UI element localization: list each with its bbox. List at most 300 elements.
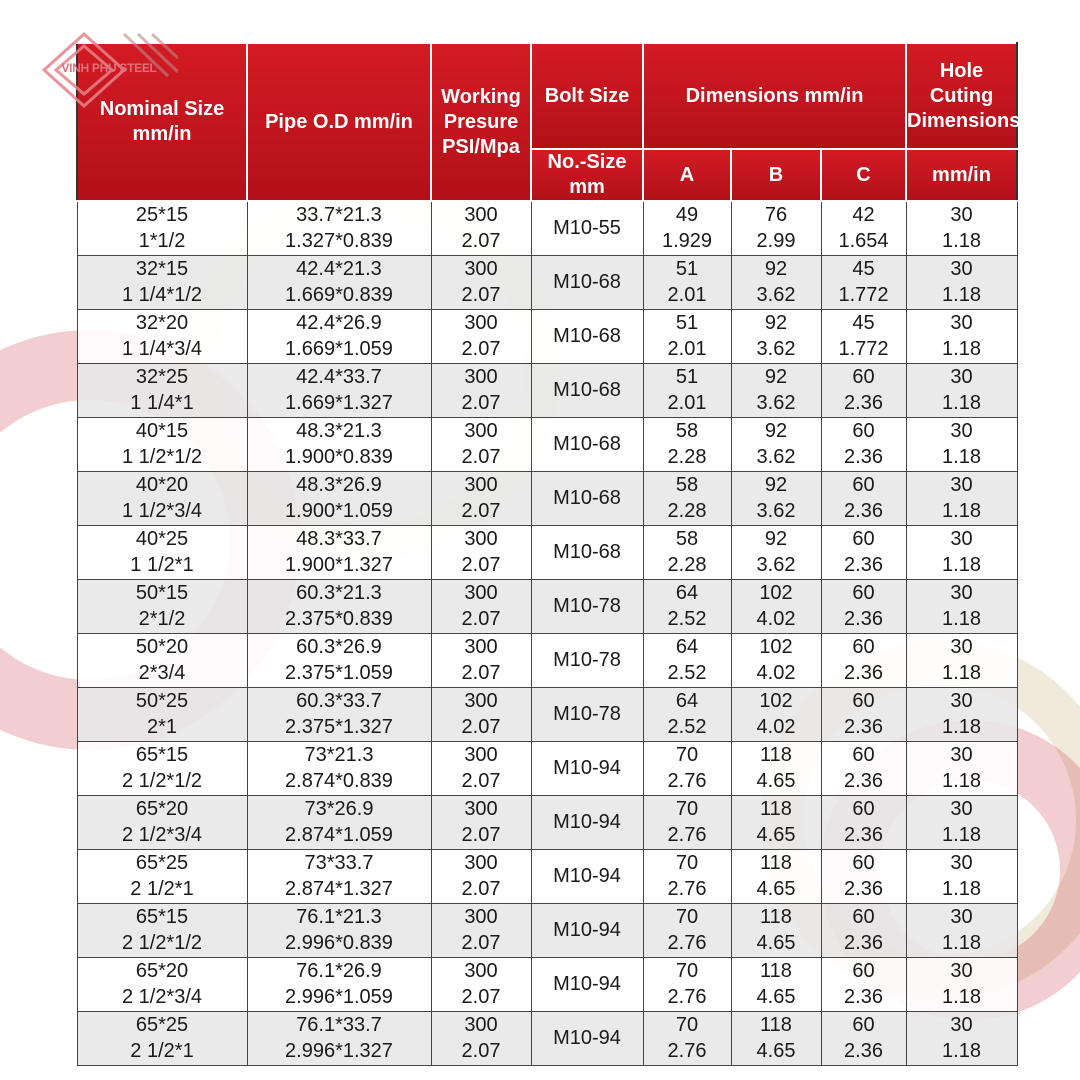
cell-dim-b-value: 76 (764, 204, 788, 227)
cell-bolt: M10-68 (531, 471, 643, 525)
cell-pressure-value: 2.07 (461, 986, 501, 1008)
cell-hole-value: 30 (950, 1014, 973, 1036)
cell-pipe-od-value: 1.669*1.327 (285, 392, 393, 414)
cell-pressure-value: 2.07 (461, 338, 501, 360)
cell-bolt: M10-78 (531, 687, 643, 741)
cell-hole-value: 1.18 (942, 1040, 981, 1062)
cell-hole (906, 903, 1017, 957)
cell-dim-c (821, 849, 906, 903)
header-bolt-sub: No.-Size mm (531, 149, 643, 201)
cell-bolt: M10-68 (531, 417, 643, 471)
cell-pressure (431, 741, 531, 795)
cell-dim-a (643, 471, 731, 525)
cell-pressure (431, 417, 531, 471)
cell-hole (906, 795, 1017, 849)
table-row (77, 903, 1017, 957)
cell-bolt: M10-94 (531, 957, 643, 1011)
cell-dim-a-value: 2.52 (667, 662, 707, 684)
cell-hole (906, 687, 1017, 741)
cell-dim-b (731, 903, 821, 957)
cell-pipe-od-value: 48.3*21.3 (296, 420, 382, 442)
cell-hole (906, 417, 1017, 471)
cell-pressure-value: 300 (464, 1014, 498, 1036)
cell-nominal-value: 40*15 (135, 420, 189, 442)
cell-pipe-od (247, 363, 431, 417)
cell-pressure (431, 201, 531, 255)
cell-nominal (77, 309, 247, 363)
cell-hole-value: 30 (950, 636, 973, 658)
cell-dim-a-value: 64 (675, 636, 699, 658)
cell-dim-b (731, 957, 821, 1011)
cell-dim-b-value: 3.62 (756, 446, 796, 468)
table-body (77, 201, 1017, 1065)
cell-bolt: M10-68 (531, 525, 643, 579)
header-pipe-od: Pipe O.D mm/in (247, 43, 431, 201)
cell-dim-c (821, 579, 906, 633)
cell-dim-b (731, 471, 821, 525)
cell-pressure-value: 2.07 (461, 446, 501, 468)
cell-pressure (431, 903, 531, 957)
cell-dim-a (643, 1011, 731, 1065)
cell-nominal-value: 2 1/2*1 (130, 1040, 194, 1062)
table-row (77, 1011, 1017, 1065)
cell-dim-c-value: 45 (852, 258, 875, 280)
cell-hole-value: 30 (950, 582, 973, 604)
cell-dim-a (643, 255, 731, 309)
cell-pipe-od (247, 525, 431, 579)
cell-nominal-value: 2 1/2*1/2 (121, 770, 203, 792)
cell-dim-c-value: 2.36 (844, 554, 883, 576)
cell-pipe-od-value: 76.1*33.7 (296, 1014, 382, 1036)
cell-dim-b-value: 92 (764, 312, 788, 334)
cell-dim-b (731, 1011, 821, 1065)
cell-dim-c-value: 60 (852, 798, 875, 820)
cell-hole-value: 1.18 (942, 986, 981, 1008)
cell-hole-value: 30 (950, 528, 973, 550)
cell-dim-c (821, 687, 906, 741)
cell-pressure (431, 633, 531, 687)
cell-dim-b (731, 525, 821, 579)
cell-pipe-od-value: 2.996*1.059 (285, 986, 393, 1008)
cell-dim-a-value: 2.76 (667, 878, 707, 900)
cell-bolt: M10-68 (531, 255, 643, 309)
cell-hole-value: 30 (950, 690, 973, 712)
cell-pipe-od-value: 73*33.7 (304, 852, 374, 874)
cell-dim-a (643, 795, 731, 849)
cell-pressure (431, 255, 531, 309)
cell-pipe-od (247, 1011, 431, 1065)
cell-nominal-value: 2*1 (146, 716, 178, 738)
cell-dim-a-value: 58 (675, 528, 699, 550)
cell-pipe-od-value: 2.375*1.059 (285, 662, 393, 684)
cell-dim-b (731, 741, 821, 795)
cell-pressure-value: 300 (464, 420, 498, 442)
cell-pressure (431, 525, 531, 579)
cell-pressure-value: 300 (464, 366, 498, 388)
cell-nominal-value: 65*15 (135, 744, 189, 766)
cell-bolt: M10-78 (531, 579, 643, 633)
cell-pipe-od (247, 849, 431, 903)
cell-dim-b-value: 3.62 (756, 500, 796, 522)
table-row (77, 741, 1017, 795)
cell-dim-a-value: 1.929 (661, 230, 713, 253)
cell-dim-a-value: 2.28 (667, 554, 707, 576)
cell-dim-a-value: 2.28 (667, 446, 707, 468)
cell-dim-b-value: 4.65 (756, 932, 796, 954)
cell-nominal-value: 32*20 (135, 312, 189, 334)
cell-pipe-od-value: 2.874*1.059 (285, 824, 393, 846)
cell-pressure-value: 300 (464, 690, 498, 712)
cell-dim-a-value: 2.76 (667, 1040, 707, 1062)
cell-dim-c-value: 60 (852, 960, 875, 982)
cell-dim-b-value: 4.02 (756, 662, 796, 684)
cell-dim-a (643, 417, 731, 471)
header-dim-a: A (643, 149, 731, 201)
cell-nominal (77, 795, 247, 849)
cell-nominal (77, 903, 247, 957)
cell-dim-a-value: 64 (675, 582, 699, 604)
cell-dim-b (731, 309, 821, 363)
cell-dim-c-value: 2.36 (844, 446, 883, 468)
cell-bolt: M10-94 (531, 741, 643, 795)
cell-hole-value: 30 (950, 258, 973, 280)
cell-dim-a (643, 201, 731, 255)
cell-bolt: M10-94 (531, 903, 643, 957)
cell-nominal-value: 2 1/2*1/2 (121, 932, 203, 954)
cell-nominal (77, 687, 247, 741)
cell-dim-c-value: 2.36 (844, 608, 883, 630)
cell-dim-b-value: 4.65 (756, 824, 796, 846)
brand-logo (40, 30, 178, 108)
cell-nominal-value: 50*15 (135, 582, 189, 604)
cell-nominal (77, 471, 247, 525)
cell-pressure (431, 849, 531, 903)
cell-dim-b (731, 201, 821, 255)
table-row (77, 849, 1017, 903)
cell-dim-a (643, 579, 731, 633)
table-row (77, 795, 1017, 849)
cell-dim-c-value: 60 (852, 852, 875, 874)
cell-pipe-od-value: 33.7*21.3 (296, 204, 382, 227)
cell-nominal (77, 849, 247, 903)
cell-nominal-value: 65*25 (135, 852, 189, 874)
cell-pressure-value: 2.07 (461, 500, 501, 522)
cell-dim-a-value: 70 (675, 1014, 699, 1036)
cell-hole (906, 633, 1017, 687)
header-hole-cutting: Hole Cuting Dimensions (906, 43, 1017, 149)
cell-pipe-od-value: 2.996*0.839 (285, 932, 393, 954)
cell-nominal (77, 633, 247, 687)
cell-dim-b-value: 4.02 (756, 716, 796, 738)
cell-nominal-value: 65*15 (135, 906, 189, 928)
header-dim-b: B (731, 149, 821, 201)
cell-dim-c (821, 633, 906, 687)
cell-dim-b (731, 579, 821, 633)
cell-hole-value: 1.18 (942, 284, 981, 306)
cell-nominal-value: 40*20 (135, 474, 189, 496)
cell-pressure-value: 300 (464, 582, 498, 604)
cell-pipe-od (247, 903, 431, 957)
cell-bolt: M10-68 (531, 309, 643, 363)
cell-dim-a-value: 58 (675, 420, 699, 442)
cell-nominal (77, 579, 247, 633)
cell-nominal (77, 525, 247, 579)
cell-dim-c-value: 2.36 (844, 500, 883, 522)
cell-dim-a-value: 2.52 (667, 608, 707, 630)
cell-pressure-value: 2.07 (461, 392, 501, 414)
cell-dim-c-value: 60 (852, 528, 875, 550)
cell-dim-c-value: 60 (852, 906, 875, 928)
cell-dim-a-value: 2.52 (667, 716, 707, 738)
cell-dim-c-value: 1.772 (838, 284, 889, 306)
cell-dim-c-value: 60 (852, 636, 875, 658)
cell-hole-value: 30 (950, 474, 973, 496)
table-row (77, 471, 1017, 525)
cell-nominal-value: 1 1/2*1/2 (121, 446, 203, 468)
cell-nominal-value: 40*25 (135, 528, 189, 550)
cell-bolt: M10-94 (531, 849, 643, 903)
cell-pipe-od-value: 42.4*26.9 (296, 312, 382, 334)
cell-dim-b-value: 102 (759, 690, 793, 712)
cell-pressure-value: 300 (464, 960, 498, 982)
cell-dim-b-value: 92 (764, 420, 788, 442)
cell-dim-a-value: 70 (675, 798, 699, 820)
cell-nominal-value: 65*20 (135, 960, 189, 982)
cell-dim-a-value: 2.01 (667, 338, 707, 360)
table-row (77, 201, 1017, 255)
cell-dim-c (821, 741, 906, 795)
cell-nominal-value: 2*1/2 (138, 608, 186, 630)
table-row (77, 417, 1017, 471)
cell-dim-b-value: 92 (764, 528, 788, 550)
cell-dim-c-value: 60 (852, 474, 875, 496)
cell-pipe-od (247, 255, 431, 309)
cell-hole-value: 30 (950, 204, 973, 227)
cell-dim-a-value: 2.76 (667, 770, 707, 792)
cell-pressure-value: 2.07 (461, 932, 501, 954)
cell-dim-a (643, 633, 731, 687)
cell-hole-value: 30 (950, 960, 973, 982)
cell-dim-c-value: 2.36 (844, 932, 883, 954)
cell-hole-value: 1.18 (942, 824, 981, 846)
cell-dim-a (643, 309, 731, 363)
cell-hole (906, 363, 1017, 417)
cell-dim-c-value: 2.36 (844, 824, 883, 846)
cell-pressure-value: 300 (464, 798, 498, 820)
cell-dim-a-value: 70 (675, 744, 699, 766)
cell-pipe-od (247, 957, 431, 1011)
cell-pipe-od (247, 201, 431, 255)
cell-pressure-value: 300 (464, 312, 498, 334)
cell-dim-b-value: 102 (759, 636, 793, 658)
cell-nominal-value: 1 1/4*1/2 (121, 284, 203, 306)
cell-dim-a-value: 49 (675, 204, 699, 227)
cell-pressure-value: 300 (464, 204, 498, 227)
cell-pipe-od-value: 60.3*33.7 (296, 690, 382, 712)
cell-dim-b-value: 3.62 (756, 284, 796, 306)
cell-hole (906, 741, 1017, 795)
cell-dim-c-value: 2.36 (844, 392, 883, 414)
cell-dim-c-value: 1.772 (838, 338, 889, 360)
cell-dim-c (821, 417, 906, 471)
cell-nominal-value: 2 1/2*3/4 (121, 986, 203, 1008)
cell-dim-a (643, 687, 731, 741)
cell-dim-c (821, 309, 906, 363)
cell-dim-c (821, 957, 906, 1011)
header-working-pressure: Working Presure PSI/Mpa (431, 43, 531, 201)
cell-hole-value: 1.18 (942, 554, 981, 576)
cell-pipe-od (247, 471, 431, 525)
cell-hole (906, 1011, 1017, 1065)
cell-dim-a-value: 2.76 (667, 986, 707, 1008)
cell-pipe-od-value: 2.375*1.327 (285, 716, 393, 738)
cell-dim-c (821, 363, 906, 417)
cell-pressure-value: 2.07 (461, 284, 501, 306)
cell-hole-value: 30 (950, 906, 973, 928)
cell-pipe-od-value: 76.1*26.9 (296, 960, 382, 982)
table-row (77, 363, 1017, 417)
cell-pressure-value: 2.07 (461, 608, 501, 630)
cell-dim-c (821, 201, 906, 255)
cell-dim-c-value: 45 (852, 312, 875, 334)
cell-dim-c-value: 2.36 (844, 770, 883, 792)
cell-hole-value: 1.18 (942, 770, 981, 792)
cell-bolt: M10-68 (531, 363, 643, 417)
cell-pipe-od-value: 2.874*1.327 (285, 878, 393, 900)
cell-dim-b-value: 118 (760, 798, 792, 820)
cell-pipe-od-value: 48.3*26.9 (296, 474, 382, 496)
cell-dim-b-value: 4.65 (756, 770, 796, 792)
cell-dim-b-value: 3.62 (756, 392, 796, 414)
cell-pressure-value: 2.07 (461, 554, 501, 576)
cell-pressure-value: 300 (464, 636, 498, 658)
cell-dim-b-value: 92 (764, 258, 788, 280)
cell-hole (906, 525, 1017, 579)
table-row (77, 957, 1017, 1011)
cell-dim-b-value: 92 (764, 474, 788, 496)
cell-dim-c (821, 525, 906, 579)
cell-pressure-value: 300 (464, 906, 498, 928)
cell-hole-value: 1.18 (942, 392, 981, 414)
cell-dim-a-value: 58 (675, 474, 699, 496)
cell-dim-b (731, 795, 821, 849)
cell-pressure-value: 300 (464, 474, 498, 496)
cell-hole (906, 471, 1017, 525)
cell-pipe-od-value: 1.669*1.059 (285, 338, 393, 360)
cell-nominal-value: 50*25 (135, 690, 189, 712)
cell-pipe-od (247, 579, 431, 633)
cell-dim-a-value: 2.76 (667, 932, 707, 954)
cell-hole (906, 201, 1017, 255)
cell-dim-b-value: 3.62 (756, 554, 796, 576)
cell-hole (906, 255, 1017, 309)
cell-pressure (431, 687, 531, 741)
cell-pressure (431, 579, 531, 633)
cell-nominal-value: 2*3/4 (138, 662, 186, 684)
cell-dim-c (821, 471, 906, 525)
cell-nominal-value: 1 1/2*3/4 (121, 500, 203, 522)
specification-table (76, 42, 1021, 1066)
cell-pressure-value: 2.07 (461, 770, 501, 792)
cell-hole-value: 1.18 (942, 230, 981, 253)
cell-dim-c-value: 1.654 (838, 230, 889, 253)
cell-nominal-value: 32*25 (135, 366, 189, 388)
cell-hole (906, 309, 1017, 363)
cell-dim-c (821, 1011, 906, 1065)
cell-bolt: M10-78 (531, 633, 643, 687)
cell-dim-c-value: 60 (852, 420, 875, 442)
cell-dim-b (731, 687, 821, 741)
cell-dim-c-value: 60 (852, 582, 875, 604)
cell-pipe-od-value: 73*21.3 (304, 744, 374, 766)
cell-nominal-value: 1 1/2*1 (130, 554, 194, 576)
cell-dim-c (821, 903, 906, 957)
cell-pressure-value: 300 (464, 852, 498, 874)
cell-pipe-od-value: 73*26.9 (304, 798, 374, 820)
cell-dim-b (731, 849, 821, 903)
cell-dim-b-value: 4.02 (756, 608, 796, 630)
cell-dim-a-value: 70 (675, 906, 699, 928)
header-hole-sub: mm/in (906, 149, 1017, 201)
cell-dim-a (643, 363, 731, 417)
header-nominal-size: Nominal Size mm/in (77, 43, 247, 201)
cell-nominal-value: 65*20 (135, 798, 189, 820)
cell-dim-c-value: 2.36 (844, 878, 883, 900)
cell-pipe-od-value: 60.3*21.3 (296, 582, 382, 604)
cell-pipe-od (247, 741, 431, 795)
cell-nominal-value: 25*15 (135, 204, 189, 227)
cell-hole-value: 30 (950, 852, 973, 874)
cell-pipe-od-value: 1.669*0.839 (285, 284, 393, 306)
cell-hole-value: 1.18 (942, 716, 981, 738)
cell-nominal (77, 957, 247, 1011)
header-bolt-size: Bolt Size (531, 43, 643, 149)
cell-dim-a (643, 741, 731, 795)
cell-pipe-od-value: 2.375*0.839 (285, 608, 393, 630)
cell-dim-a-value: 64 (675, 690, 699, 712)
cell-nominal-value: 32*15 (135, 258, 189, 280)
cell-dim-a-value: 70 (675, 960, 699, 982)
cell-dim-a-value: 51 (675, 366, 699, 388)
cell-dim-a-value: 2.76 (667, 824, 707, 846)
cell-nominal (77, 1011, 247, 1065)
cell-pipe-od (247, 633, 431, 687)
logo-text: VINH PHU STEEL (61, 61, 157, 75)
cell-dim-c-value: 60 (852, 366, 875, 388)
table-row (77, 687, 1017, 741)
cell-dim-b-value: 4.65 (756, 986, 796, 1008)
cell-hole-value: 1.18 (942, 500, 981, 522)
cell-pipe-od-value: 60.3*26.9 (296, 636, 382, 658)
cell-dim-b-value: 118 (760, 744, 792, 766)
cell-dim-b-value: 118 (760, 906, 792, 928)
cell-pressure (431, 471, 531, 525)
cell-nominal-value: 65*25 (135, 1014, 189, 1036)
cell-nominal (77, 363, 247, 417)
cell-nominal-value: 2 1/2*3/4 (121, 824, 203, 846)
cell-nominal-value: 2 1/2*1 (130, 878, 194, 900)
cell-dim-c-value: 2.36 (844, 1040, 883, 1062)
cell-pressure-value: 300 (464, 744, 498, 766)
table-row (77, 309, 1017, 363)
cell-dim-c (821, 255, 906, 309)
cell-pressure-value: 2.07 (461, 1040, 501, 1062)
cell-pipe-od (247, 309, 431, 363)
cell-hole-value: 1.18 (942, 932, 981, 954)
cell-nominal (77, 255, 247, 309)
cell-dim-a-value: 2.01 (667, 392, 707, 414)
cell-pipe-od-value: 42.4*21.3 (296, 258, 382, 280)
